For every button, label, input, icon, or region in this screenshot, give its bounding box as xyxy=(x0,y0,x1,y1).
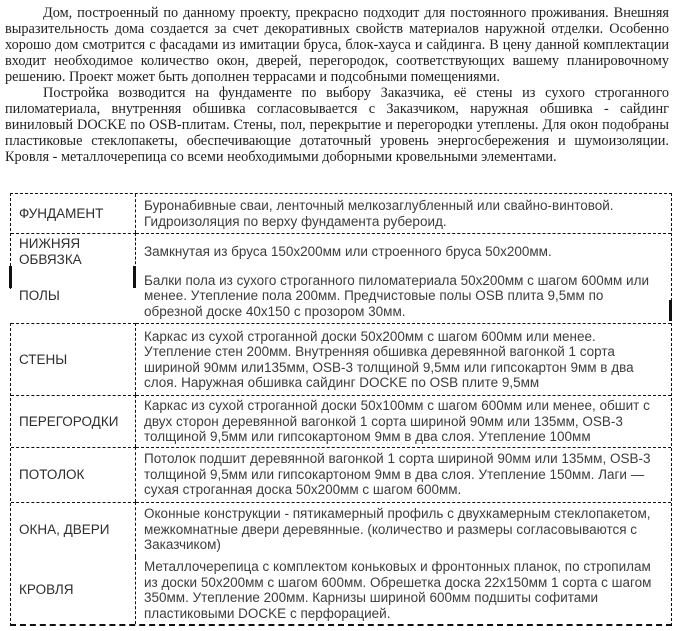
table-row xyxy=(11,269,671,323)
table-row xyxy=(11,233,671,269)
table-row xyxy=(11,502,671,557)
border-artifact xyxy=(133,266,136,288)
row-label: ПЕРЕГОРОДКИ xyxy=(11,395,136,447)
row-description: Металлочерепица с комплектом коньковых и фронтонных планок, по стропилам из доски 50х200мм с шагом 600мм. Обрешетка доска 22х150мм 1 сорта с шагом 350мм. Утепление 200мм. Карнизы шириной 600мм подшиты софитами пластиковыми DOCKE с перфорацией. xyxy=(144,559,652,621)
row-label: КРОВЛЯ xyxy=(11,557,136,624)
border-artifact xyxy=(133,289,136,321)
row-description: Оконные конструкции - пятикамерный профиль с двухкамерным стеклопакетом, межкомнатные двери деревянные. (количество и размеры согласовываются с Заказчиком) xyxy=(136,502,671,557)
table-row xyxy=(11,323,671,395)
table-row xyxy=(11,395,671,447)
intro-section xyxy=(0,0,676,188)
table-row xyxy=(11,447,671,502)
row-label: СТЕНЫ xyxy=(11,323,136,395)
intro-paragraph-2: Постройка возводится на фундаменте по выбору Заказчика, её стены из сухого строганного пиломатериала, внутренняя обшивка согласовывается с Заказчиком, наружная обшивка - сайдинг виниловый DOCKE по OSB-плитам. Стены, пол, перекрытие и перегородки утеплены. Для окон подобраны пластиковые стеклопакеты, обеспечивающие дотаточный уровень энергосбережения и шумоизоляции. Кровля - металлочерепица со всеми необходимыми доборными кровельными элементами. xyxy=(5,85,669,165)
row-description: Буронабивные сваи, ленточный мелкозаглубленный или свайно-винтовой. Гидроизоляция по верху фундамента рубероид. xyxy=(144,198,614,229)
border-artifact xyxy=(9,289,12,321)
border-artifact xyxy=(669,300,672,321)
row-label: ФУНДАМЕНТ xyxy=(11,194,136,233)
row-description: Потолок подшит деревянной вагонкой 1 сорта шириной 90мм или 135мм, OSB-3 толщиной 9,5мм или гипсокартоном 9мм в два слоя. Утепление 150мм. Лаги — сухая строганная доска 50х200мм с шагом 600мм. xyxy=(136,447,671,502)
row-label: ПОЛЫ xyxy=(19,288,60,304)
row-label: ПОТОЛОК xyxy=(11,447,136,502)
row-description: Каркас из сухой строганной доски 50х200мм с шагом 600мм или менее. Утепление стен 200мм. Внутренняя обшивка деревянной вагонкой 1 сорта шириной 90мм или135мм, OSB-3 толщиной 9,5мм или гипсокартон 9мм в два слоя. Наружная обшивка сайдинг DOCKE по OSB плите 9,5мм xyxy=(136,323,671,395)
spec-table xyxy=(10,193,672,626)
row-label: ОКНА, ДВЕРИ xyxy=(11,502,136,557)
row-label: НИЖНЯЯ ОБВЯЗКА xyxy=(11,233,136,269)
table-row xyxy=(11,557,671,624)
border-artifact xyxy=(9,266,12,288)
intro-paragraph-1: Дом, построенный по данному проекту, прекрасно подходит для постоянного проживания. Внешняя выразительность дома создается за счет декоративных свойств материалов наружной отделки. Особенно хорошо дом смотрится с фасадами из имитации бруса, блок-хауса и сайдинга. В цену данной комплектации входит необходимое количество окон, дверей, перегородок, соответствующих вашему планировочному решению. Проект может быть дополнен террасами и подсобными помещениями. xyxy=(5,5,669,85)
table-row xyxy=(11,194,671,233)
row-description: Балки пола из сухого строганного пиломатериала 50х200мм с шагом 600мм или менее. Утепление пола 200мм. Предчистовые полы OSB плита 9,5мм по обрезной доске 40х150 с прозором 30мм. xyxy=(144,272,649,319)
row-description: Каркас из сухой строганной доски 50х100мм с шагом 600мм или менее, обшит с двух сторон деревянной вагонкой 1 сорта шириной 90мм или 135мм, OSB-3 толщиной 9,5мм или гипсокартоном 9мм в два слоя. Утепление 100мм xyxy=(136,395,671,447)
row-description: Замкнутая из бруса 150х200мм или строенного бруса 50х200мм. xyxy=(136,233,671,269)
